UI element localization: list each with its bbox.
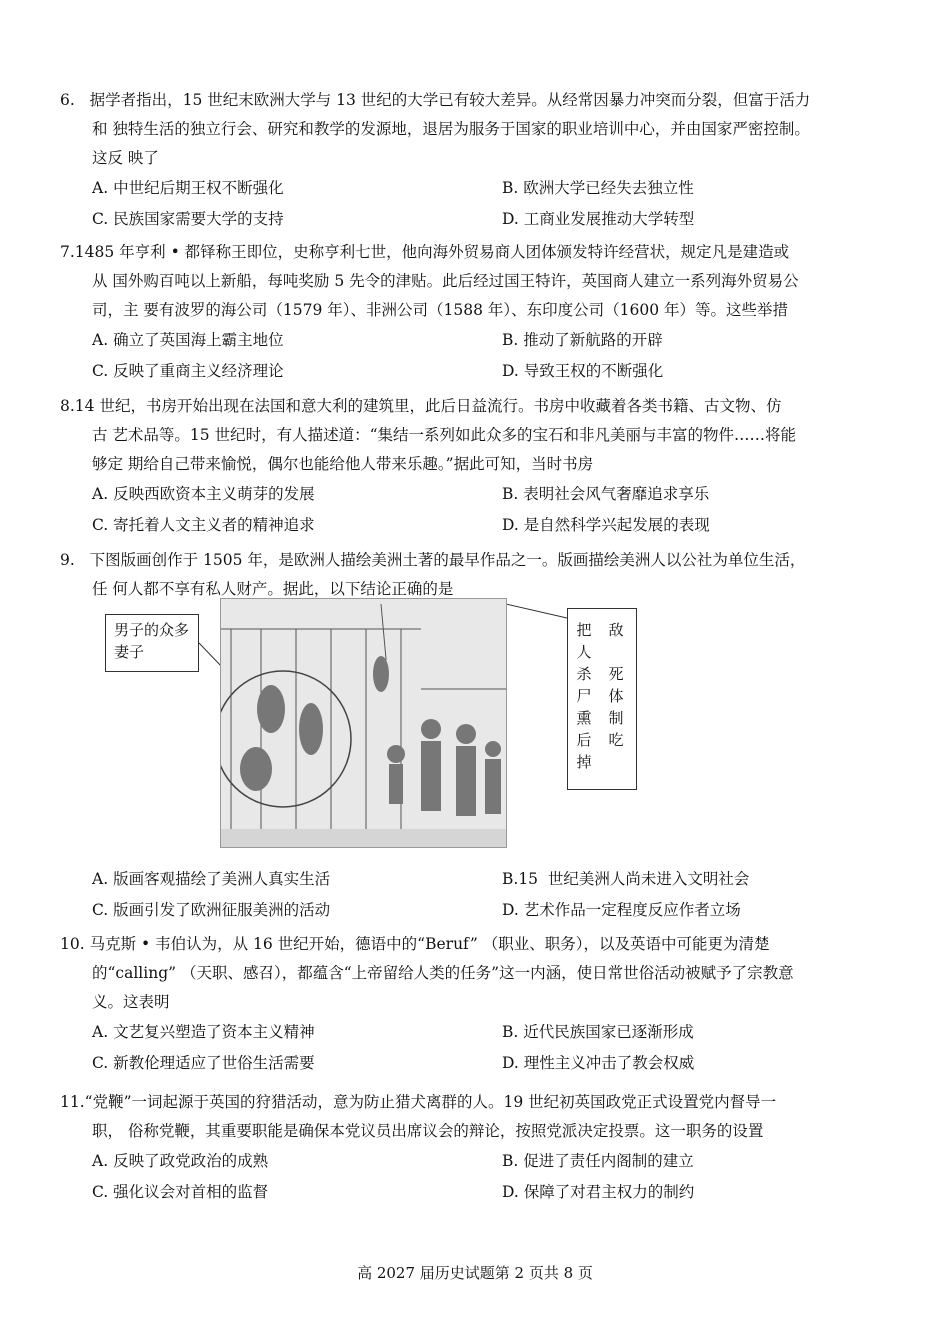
question-stem: 8.14 世纪，书房开始出现在法国和意大利的建筑里，此后日益流行。书房中收藏着各类书籍、古文物、仿 古 艺术品等。15 世纪时，有人描述道：“集结一系列如此众多的宝石和非凡美丽与丰富的物件……将能 够定 期给自己带来愉悦，偶尔也能给他人带来乐趣。”据此可知，当时书房 (60, 397, 797, 473)
question-stem: 10. 马克斯 • 韦伯认为，从 16 世纪开始，德语中的“Beruf” （职业、职务），以及英语中可能更为清楚 的“calling” （天职、感召），都蕴含“上帝留给人类的任务”这一内涵，使日常世俗活动被赋予了宗教意 义。这表明 (60, 935, 794, 1011)
question-number: 9. (60, 551, 75, 569)
option-d[interactable]: D. 理性主义冲击了教会权威 (502, 1054, 695, 1072)
callout-left: 男子的众多妻子 (105, 614, 199, 672)
option-c[interactable]: C. 民族国家需要大学的支持 (92, 210, 284, 228)
option-d[interactable]: D. 艺术作品一定程度反应作者立场 (502, 901, 741, 919)
woodcut-figure (95, 598, 645, 848)
option-c[interactable]: C. 强化议会对首相的监督 (92, 1183, 269, 1201)
question-number: 10. (60, 935, 85, 953)
options (60, 173, 890, 235)
option-c[interactable]: C. 版画引发了欧洲征服美洲的活动 (92, 901, 331, 919)
options (60, 1146, 890, 1208)
option-a[interactable]: A. 确立了英国海上霸主地位 (92, 331, 284, 349)
page-footer: 高 2027 届历史试题第 2 页共 8 页 (357, 1264, 593, 1282)
option-d[interactable]: D. 保障了对君主权力的制约 (502, 1183, 695, 1201)
option-b[interactable]: B. 推动了新航路的开辟 (502, 331, 663, 349)
question-9 (60, 546, 890, 604)
callout-right (567, 608, 637, 790)
question-11 (60, 1088, 890, 1208)
question-9-options (60, 864, 890, 926)
options (60, 1017, 890, 1079)
question-number: 6. (60, 91, 75, 109)
woodcut-image (220, 598, 507, 848)
callout-column: 敌 死 体 制 吃 (608, 621, 624, 749)
option-c[interactable]: C. 反映了重商主义经济理论 (92, 362, 284, 380)
option-b[interactable]: B. 欧洲大学已经失去独立性 (502, 179, 694, 197)
options (60, 479, 890, 541)
option-a[interactable]: A. 版画客观描绘了美洲人真实生活 (92, 870, 331, 888)
question-8 (60, 392, 890, 541)
option-c[interactable]: C. 新教伦理适应了世俗生活需要 (92, 1054, 315, 1072)
question-6 (60, 86, 890, 235)
question-stem: 6. 据学者指出，15 世纪末欧洲大学与 13 世纪的大学已有较大差异。从经常因暴力冲突而分裂，但富于活力 和 独特生活的独立行会、研究和教学的发源地，退居为服务于国家的职业培训中心，并由国家严密控制。 这反 映了 (60, 91, 811, 167)
woodcut-illustration (221, 599, 506, 847)
option-a[interactable]: A. 中世纪后期王权不断强化 (92, 179, 284, 197)
option-d[interactable]: D. 是自然科学兴起发展的表现 (502, 516, 710, 534)
options (60, 325, 890, 387)
option-a[interactable]: A. 反映西欧资本主义萌芽的发展 (92, 485, 315, 503)
question-10 (60, 930, 890, 1079)
question-number: 7. (60, 243, 75, 261)
option-b[interactable]: B. 近代民族国家已逐渐形成 (502, 1023, 694, 1041)
question-stem: 7.1485 年亨利 • 都铎称王即位，史称亨利七世，他向海外贸易商人团体颁发特许经营状，规定凡是建造或 从 国外购百吨以上新船，每吨奖励 5 先令的津贴。此后经过国王特许，英国商人建立一系列海外贸易公 司，主 要有波罗的海公司（1579 年）、非洲公司（1588 年）、东印度公司（1600 年）等。这些举措 (60, 243, 799, 319)
question-number: 11. (60, 1093, 85, 1111)
question-number: 8. (60, 397, 75, 415)
option-d[interactable]: D. 工商业发展推动大学转型 (502, 210, 695, 228)
option-d[interactable]: D. 导致王权的不断强化 (502, 362, 664, 380)
callout-column: 把 人 杀 尸 熏 后 掉 (576, 621, 592, 771)
option-b[interactable]: B. 表明社会风气奢靡追求享乐 (502, 485, 710, 503)
options (60, 864, 890, 926)
question-7 (60, 238, 890, 387)
question-stem: 9. 下图版画创作于 1505 年，是欧洲人描绘美洲土著的最早作品之一。版画描绘美洲人以公社为单位生活， 任 何人都不享有私人财产。据此，以下结论正确的是 (60, 551, 806, 598)
question-stem: 11.“党鞭”一词起源于英国的狩猎活动，意为防止猎犬离群的人。19 世纪初英国政党正式设置党内督导一 职， 俗称党鞭，其重要职能是确保本党议员出席议会的辩论，按照党派决定投票。这一职务的设置 (60, 1093, 777, 1140)
option-c[interactable]: C. 寄托着人文主义者的精神追求 (92, 516, 315, 534)
option-a[interactable]: A. 反映了政党政治的成熟 (92, 1152, 269, 1170)
option-a[interactable]: A. 文艺复兴塑造了资本主义精神 (92, 1023, 315, 1041)
option-b[interactable]: B. 促进了责任内阁制的建立 (502, 1152, 694, 1170)
option-b[interactable]: B.15 世纪美洲人尚未进入文明社会 (502, 870, 750, 888)
